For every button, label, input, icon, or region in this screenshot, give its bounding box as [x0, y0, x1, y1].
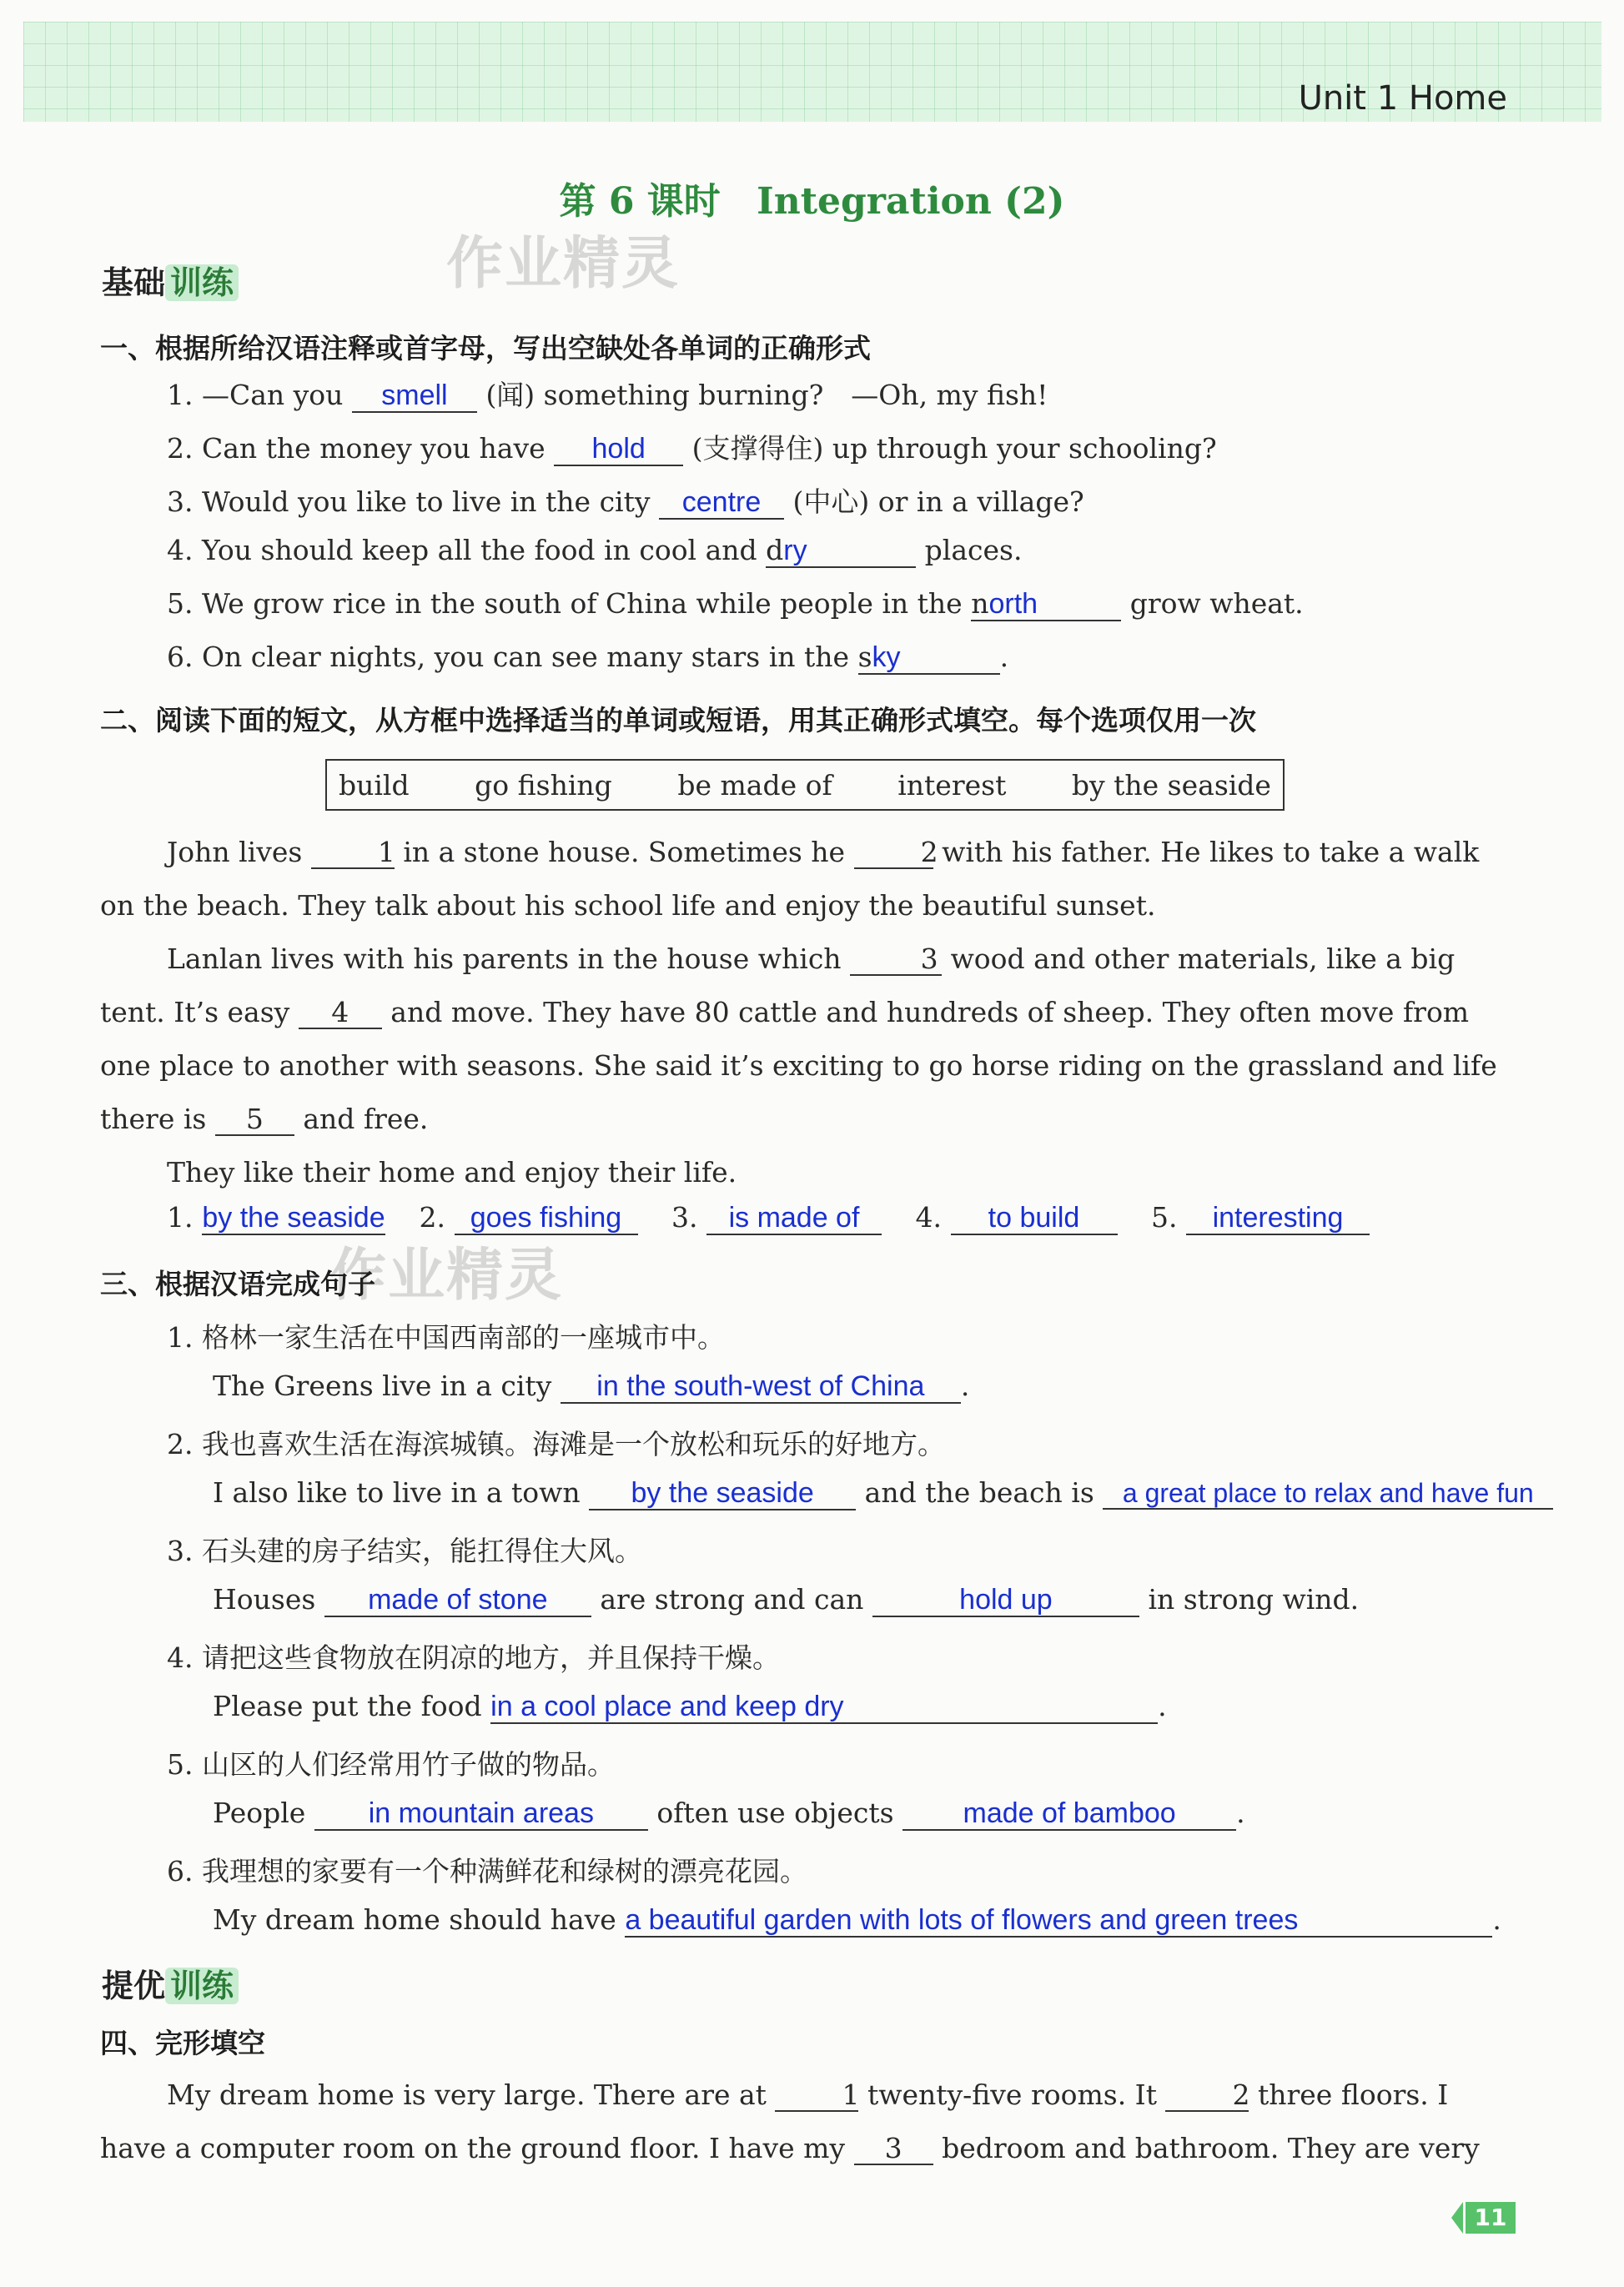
q1-heading: 一、根据所给汉语注释或首字母，写出空缺处各单词的正确形式 [100, 332, 871, 364]
lesson-number: 第 6 课时 [559, 180, 721, 223]
item-text: My dream home should have [213, 1903, 616, 1936]
item-number: 2. [419, 1201, 445, 1234]
section-basic-text: 基础 [102, 264, 166, 301]
item-text: You should keep all the food in cool and [202, 534, 757, 566]
item-number: 5. [167, 587, 194, 620]
q3-heading: 三、根据汉语完成句子 [100, 1268, 375, 1300]
passage-line: one place to another with seasons. She said it’s exciting to go horse riding on the grassland and life [100, 1049, 1497, 1082]
q3-item-cn [167, 1423, 945, 1462]
q2-answers [167, 1201, 1370, 1235]
page-number: 11 [1466, 2202, 1516, 2234]
cloze-blank: 1 [775, 2080, 858, 2112]
item-number: 5. [1151, 1201, 1178, 1234]
passage-text: and move. They have 80 cattle and hundreds of sheep. They often move from [390, 996, 1470, 1028]
section-basic-label [102, 257, 239, 303]
item-text: (中心) or in a village? [792, 485, 1084, 518]
answer-blank[interactable]: a great place to relax and have fun [1103, 1479, 1553, 1510]
item-number: 3. [167, 485, 194, 518]
cloze-blank: 1 [311, 837, 395, 869]
item-number: 6. [167, 1855, 194, 1887]
q3-item-cn [167, 1743, 615, 1782]
word-option: be made of [677, 768, 832, 802]
passage-line [100, 2122, 1518, 2175]
answer-text: ky [872, 641, 901, 673]
passage-text: John lives [167, 836, 303, 868]
item-text: People [213, 1797, 306, 1829]
item-text: in strong wind. [1148, 1583, 1360, 1616]
item-text: . [1492, 1903, 1501, 1936]
q3-item-cn [167, 1636, 780, 1676]
watermark: 作业精灵 [329, 1243, 564, 1309]
word-option: interest [897, 768, 1007, 802]
passage-text: wood and other materials, like a big [950, 942, 1456, 975]
item-number: 1. [167, 1201, 194, 1234]
passage-text: bedroom and bathroom. They are very [942, 2132, 1480, 2164]
item-text: grow wheat. [1129, 587, 1304, 620]
item-text: Please put the food [213, 1690, 482, 1722]
answer-blank[interactable]: a beautiful garden with lots of flowers and green trees [625, 1905, 1492, 1938]
chinese-sentence: 山区的人们经常用竹子做的物品。 [202, 1748, 615, 1781]
item-number: 4. [915, 1201, 942, 1234]
answer-blank[interactable]: in the south-west of China [561, 1371, 961, 1404]
item-text: . [960, 1370, 970, 1402]
item-text: and the beach is [864, 1476, 1094, 1509]
cloze-blank: 2 [1165, 2080, 1249, 2112]
cloze-blank: 5 [215, 1104, 294, 1136]
passage-line [100, 932, 1518, 986]
chinese-sentence: 请把这些食物放在阴凉的地方，并且保持干燥。 [202, 1641, 780, 1674]
item-number: 1. [167, 1321, 194, 1354]
q3-item-en [213, 1903, 1501, 1938]
answer-blank[interactable]: by the seaside [589, 1478, 856, 1510]
q1-item [167, 587, 1304, 621]
q1-item [167, 374, 1048, 413]
item-text: places. [924, 534, 1023, 566]
answer-blank[interactable]: hold [554, 434, 683, 466]
passage-text: tent. It’s easy [100, 996, 290, 1028]
passage-line [100, 2068, 1518, 2122]
answer-blank[interactable] [766, 535, 916, 568]
answer-blank[interactable]: centre [659, 487, 784, 520]
item-text: . [999, 641, 1009, 673]
passage-text: with his father. He likes to take a walk [942, 836, 1480, 868]
initial-letter: d [766, 534, 784, 566]
answer-text: orth [988, 588, 1038, 620]
passage-line: They like their home and enjoy their life. [167, 1156, 737, 1189]
item-text: . [1158, 1690, 1167, 1722]
q3-item-en [213, 1583, 1359, 1617]
answer-blank[interactable]: in mountain areas [314, 1798, 648, 1831]
item-number: 1. [167, 379, 194, 411]
q4-heading: 四、完形填空 [100, 2027, 265, 2059]
word-box [325, 759, 1285, 811]
cloze-blank: 3 [850, 944, 942, 976]
cloze-blank: 2 [854, 837, 933, 869]
item-number: 2. [167, 432, 194, 465]
passage-text: three floors. I [1257, 2078, 1449, 2111]
answer-blank[interactable]: made of stone [324, 1585, 591, 1617]
q3-item-en [213, 1690, 1167, 1724]
word-option: go fishing [475, 768, 612, 802]
item-number: 4. [167, 534, 194, 566]
cloze-blank: 4 [299, 998, 382, 1029]
initial-letter: s [857, 641, 872, 673]
passage-text: have a computer room on the ground floor. I have my [100, 2132, 846, 2164]
passage-line [100, 986, 1518, 1039]
unit-label: Unit 1 Home [1298, 79, 1507, 118]
cloze-passage [100, 2068, 1518, 2175]
item-text: are strong and can [600, 1583, 864, 1616]
q3-item-cn [167, 1850, 807, 1889]
cloze-blank: 3 [854, 2134, 933, 2165]
passage-line [100, 1093, 1518, 1146]
lesson-title [0, 171, 1624, 224]
section-advanced-highlight: 训练 [165, 1968, 239, 2004]
passage-line [100, 826, 1518, 879]
page-arrow-icon [1451, 2202, 1463, 2234]
chinese-sentence: 我也喜欢生活在海滨城镇。海滩是一个放松和玩乐的好地方。 [202, 1428, 945, 1460]
answer-blank[interactable]: is made of [706, 1203, 882, 1235]
q2-heading: 二、阅读下面的短文，从方框中选择适当的单词或短语，用其正确形式填空。每个选项仅用一次 [100, 704, 1256, 736]
answer-blank[interactable]: goes fishing [455, 1203, 638, 1235]
passage-text: Lanlan lives with his parents in the house which [167, 942, 842, 975]
initial-letter: n [971, 587, 989, 620]
item-number: 2. [167, 1428, 194, 1460]
item-text: Would you like to live in the city [202, 485, 651, 518]
q1-item [167, 534, 1022, 568]
passage [100, 826, 1518, 1199]
item-text: . [1236, 1797, 1245, 1829]
item-text: —Can you [202, 379, 344, 411]
q1-item [167, 641, 1008, 675]
answer-blank[interactable]: by the seaside [202, 1203, 385, 1235]
chinese-sentence: 石头建的房子结实，能扛得住大风。 [202, 1535, 642, 1567]
answer-blank[interactable]: interesting [1186, 1203, 1370, 1235]
q3-item-cn [167, 1316, 725, 1355]
item-text: (支撑得住) up through your schooling? [691, 432, 1217, 465]
item-text: On clear nights, you can see many stars in the [202, 641, 850, 673]
section-basic-highlight: 训练 [165, 264, 239, 301]
passage-line: on the beach. They talk about his school life and enjoy the beautiful sunset. [100, 889, 1156, 922]
q3-item-cn [167, 1530, 642, 1569]
item-number: 3. [167, 1535, 194, 1567]
item-text: The Greens live in a city [213, 1370, 552, 1402]
item-text: Houses [213, 1583, 316, 1616]
answer-blank[interactable]: smell [352, 380, 477, 413]
item-text: (闻) something burning? —Oh, my fish! [485, 379, 1048, 411]
item-text: often use objects [656, 1797, 894, 1829]
answer-blank[interactable]: hold up [872, 1585, 1139, 1617]
answer-blank[interactable]: to build [951, 1203, 1118, 1235]
section-advanced-text: 提优 [102, 1968, 166, 2004]
passage-text: twenty-five rooms. It [867, 2078, 1157, 2111]
answer-blank[interactable]: in a cool place and keep dry [490, 1691, 1158, 1724]
passage-text: there is [100, 1103, 207, 1135]
item-number: 4. [167, 1641, 194, 1674]
answer-blank[interactable] [971, 589, 1121, 621]
item-number: 6. [167, 641, 194, 673]
q1-item [167, 427, 1217, 466]
chinese-sentence: 我理想的家要有一个种满鲜花和绿树的漂亮花园。 [202, 1855, 807, 1887]
item-text: Can the money you have [202, 432, 546, 465]
q3-item-en [213, 1370, 969, 1404]
item-text: We grow rice in the south of China while people in the [202, 587, 963, 620]
answer-text: ry [783, 535, 807, 566]
chinese-sentence: 格林一家生活在中国西南部的一座城市中。 [202, 1321, 725, 1354]
q3-item-en [213, 1797, 1245, 1831]
item-number: 3. [671, 1201, 698, 1234]
passage-text: in a stone house. Sometimes he [403, 836, 846, 868]
lesson-name: Integration (2) [757, 180, 1065, 223]
q3-item-en [213, 1476, 1553, 1510]
word-option: build [339, 768, 410, 802]
passage-text: My dream home is very large. There are at [167, 2078, 767, 2111]
q1-item [167, 480, 1084, 520]
answer-blank[interactable] [858, 642, 1000, 675]
item-number: 5. [167, 1748, 194, 1781]
word-option: by the seaside [1071, 768, 1271, 802]
item-text: I also like to live in a town [213, 1476, 581, 1509]
passage-text: and free. [303, 1103, 429, 1135]
section-advanced-label [102, 1960, 239, 2006]
watermark: 作业精灵 [446, 231, 681, 297]
answer-blank[interactable]: made of bamboo [903, 1798, 1236, 1831]
